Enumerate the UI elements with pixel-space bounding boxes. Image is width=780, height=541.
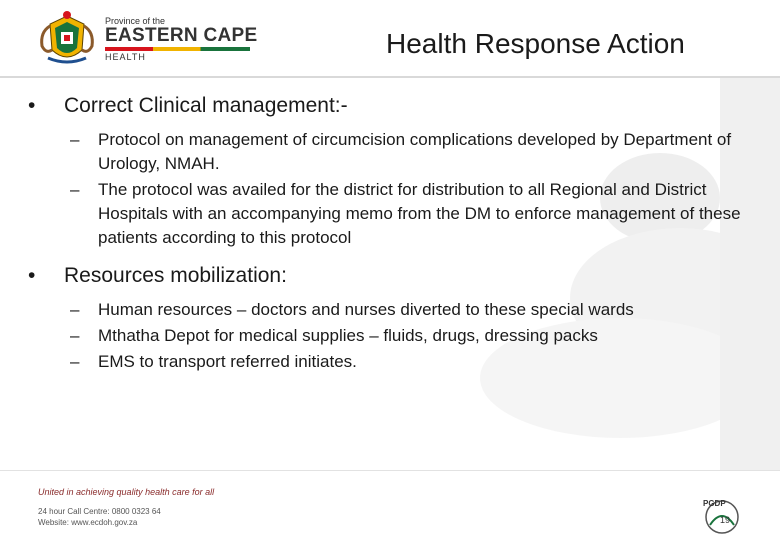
slide-title: Health Response Action [386, 28, 685, 59]
org-line2: EASTERN CAPE [105, 25, 258, 46]
pgdp-logo-text: PGDP [703, 499, 726, 508]
sub-item: – Human resources – doctors and nurses diverted to these special wards [22, 298, 772, 322]
footer-website: Website: www.ecdoh.gov.za [38, 518, 138, 527]
org-line1: Province of the [105, 16, 166, 26]
slide-body [22, 92, 772, 376]
sub-item: – Mthatha Depot for medical supplies – fluids, drugs, dressing packs [22, 324, 772, 348]
coat-of-arms-icon [36, 10, 98, 68]
clinical-sub-list [22, 128, 772, 250]
org-line3: HEALTH [105, 52, 146, 62]
footer-call-centre: 24 hour Call Centre: 0800 0323 64 [38, 507, 161, 516]
slide-header [0, 0, 780, 78]
bullet-clinical-management: • Correct Clinical management:- [22, 92, 772, 120]
bullet-resources-mobilization: • Resources mobilization: [22, 262, 772, 290]
flag-stripe [105, 47, 250, 51]
page-number: 19 [720, 515, 731, 525]
slide-footer [0, 470, 780, 541]
sub-item: – EMS to transport referred initiates. [22, 350, 772, 374]
sub-item: – The protocol was availed for the district for distribution to all Regional and District Hospitals with an accompanying memo from the DM to enforce management of these patients according to this protocol [22, 178, 772, 250]
resources-sub-list [22, 298, 772, 374]
department-logo [105, 16, 257, 62]
sub-item: – Protocol on management of circumcision complications developed by Department of Urology, NMAH. [22, 128, 772, 176]
footer-tagline: United in achieving quality health care for all [38, 487, 215, 497]
